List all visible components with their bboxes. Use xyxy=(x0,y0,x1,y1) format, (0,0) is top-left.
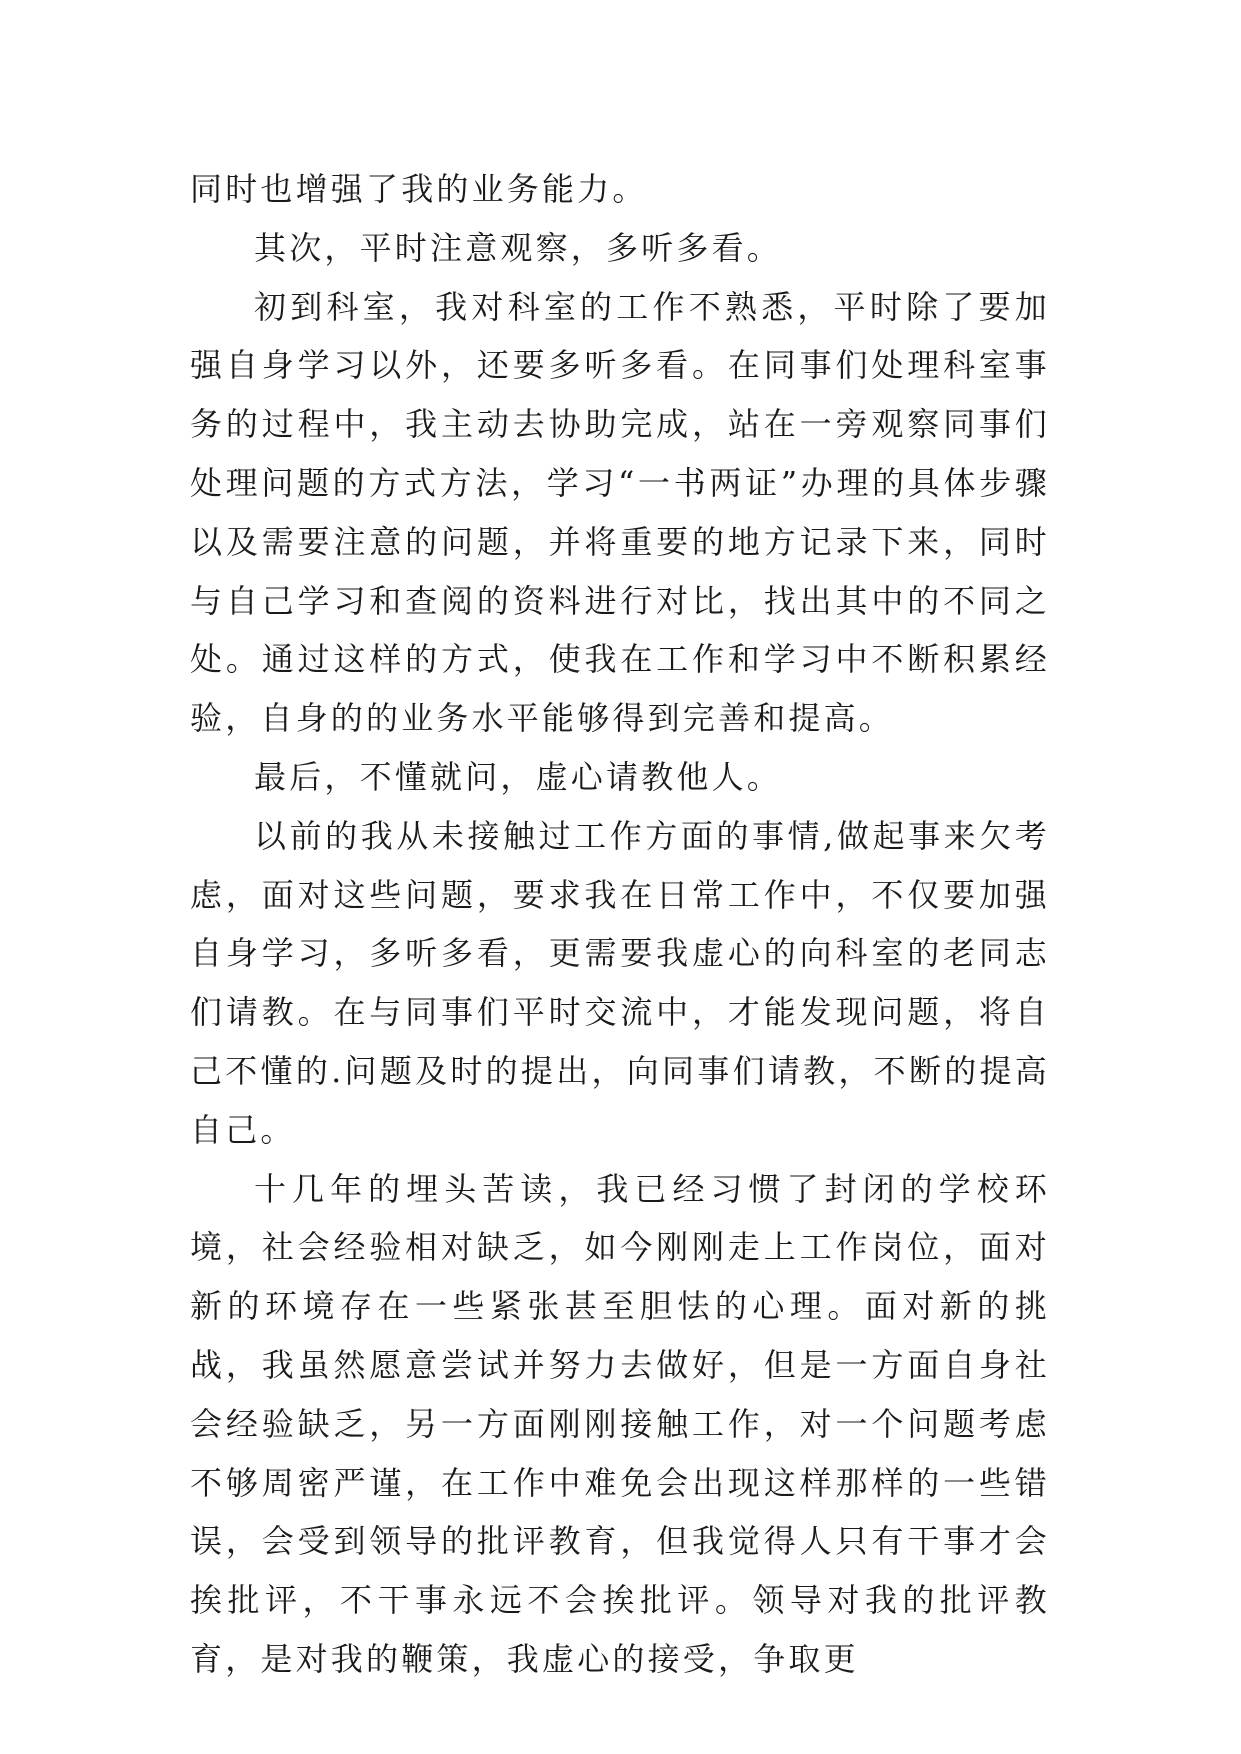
document-body xyxy=(190,160,1050,1689)
paragraph-experience: 十几年的埋头苦读，我已经习惯了封闭的学校环境，社会经验相对缺乏，如今刚刚走上工作岗位，面对新的环境存在一些紧张甚至胆怯的心理。面对新的挑战，我虽然愿意尝试并努力去做好，但是一方面自身社会经验缺乏，另一方面刚刚接触工作，对一个问题考虑不够周密严谨，在工作中难免会出现这样那样的一些错误，会受到领导的批评教育，但我觉得人只有干事才会挨批评，不干事永远不会挨批评。领导对我的批评教育，是对我的鞭策，我虚心的接受，争取更 xyxy=(190,1169,1050,1678)
paragraph-ask-colleagues: 以前的我从未接触过工作方面的事情,做起事来欠考虑，面对这些问题，要求我在日常工作中，不仅要加强自身学习，多听多看，更需要我虚心的向科室的老同志们请教。在与同事们平时交流中，才能发现问题，将自己不懂的.问题及时的提出，向同事们请教，不断的提高自己。 xyxy=(190,816,1050,1149)
paragraph-heading-second: 其次，平时注意观察，多听多看。 xyxy=(254,228,783,267)
paragraph-continuation: 同时也增强了我的业务能力。 xyxy=(190,170,648,208)
paragraph-observation: 初到科室，我对科室的工作不熟悉，平时除了要加强自身学习以外，还要多听多看。在同事们处理科室事务的过程中，我主动去协助完成，站在一旁观察同事们处理问题的方式方法，学习“一书两证”办理的具体步骤以及需要注意的问题，并将重要的地方记录下来，同时与自己学习和查阅的资料进行对比，找出其中的不同之处。通过这样的方式，使我在工作和学习中不断积累经验，自身的的业务水平能够得到完善和提高。 xyxy=(190,287,1050,738)
paragraph-heading-last: 最后，不懂就问，虚心请教他人。 xyxy=(254,757,783,796)
